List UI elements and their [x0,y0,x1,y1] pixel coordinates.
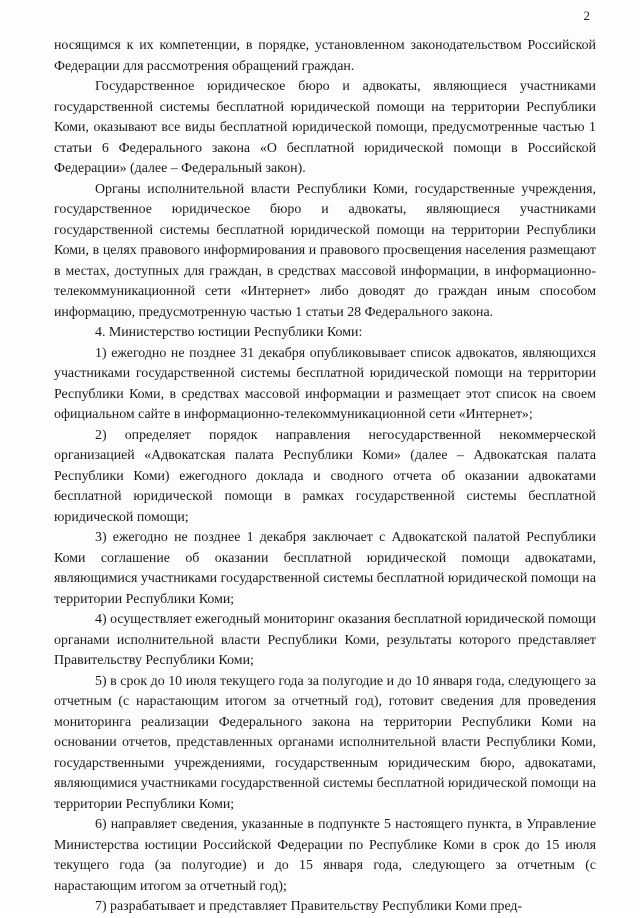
paragraph-item-3: 3) ежегодно не позднее 1 декабря заключает с Адвокатской палатой Республики Коми соглашение об оказании бесплатной юридической помощи адвокатами, являющимися участниками государственной системы бесплатной юридической помощи на территории Республики Коми; [54,530,596,607]
paragraph-item-2: 2) определяет порядок направления негосударственной некоммерческой организацией «Адвокатская палата Республики Коми» (далее – Адвокатская палата Республики Коми) ежегодного доклада и сводного отчета об оказании адвокатами бесплатной юридической помощи в рамках государственной системы бесплатной юридической помощи; [54,427,596,525]
paragraph-item-7: 7) разрабатывает и представляет Правительству Республики Коми пред- [95,899,523,914]
paragraph-item-6: 6) направляет сведения, указанные в подпункте 5 настоящего пункта, в Управление Министерства юстиции Российской Федерации по Республике Коми в срок до 15 июля текущего года (за полугодие) и до 15 января года, следующего за отчетным (с нарастающим итогом за отчетный год); [54,817,596,894]
document-body [54,36,596,918]
paragraph-legal-bureau: Государственное юридическое бюро и адвокаты, являющиеся участниками государственной системы бесплатной юридической помощи на территории Республики Коми, оказывают все виды бесплатной юридической помощи, предусмотренные частью 1 статьи 6 Федерального закона «О бесплатной юридической помощи в Российской Федерации» (далее – Федеральный закон). [54,79,596,176]
paragraph-ministry-heading: 4. Министерство юстиции Республики Коми: [95,325,363,340]
page-number: 2 [583,8,590,23]
paragraph-item-4: 4) осуществляет ежегодный мониторинг оказания бесплатной юридической помощи органами исполнительной власти Республики Коми, результаты которого представляет Правительству Республики Коми; [54,612,596,668]
paragraph-continuation: носящимся к их компетенции, в порядке, установленном законодательством Российской Федерации для рассмотрения обращений граждан. [54,38,596,74]
paragraph-item-1: 1) ежегодно не позднее 31 декабря опубликовывает список адвокатов, являющихся участниками государственной системы бесплатной юридической помощи на территории Республики Коми, в средствах массовой информации и размещает этот список на своем официальном сайте в информационно-телекоммуникационной сети «Интернет»; [54,345,596,422]
paragraph-item-5: 5) в срок до 10 июля текущего года за полугодие и до 10 января года, следующего за отчетным (с нарастающим итогом за отчетный год), готовит сведения для проведения мониторинга реализации Федерального закона на территории Республики Коми на основании отчетов, представленных органами исполнительной власти Республики Коми, государственными учреждениями, государственным юридическим бюро, адвокатами, являющимися участниками государственной системы бесплатной юридической помощи на территории Республики Коми; [54,673,596,812]
paragraph-executive-bodies: Органы исполнительной власти Республики Коми, государственные учреждения, государственное юридическое бюро и адвокаты, являющиеся участниками государственной системы бесплатной юридической помощи на территории Республики Коми, в целях правового информирования и правового просвещения населения размещают в местах, доступных для граждан, в средствах массовой информации, в информационно-телекоммуникационной сети «Интернет» либо доводят до граждан иным способом информацию, предусмотренную частью 1 статьи 28 Федерального закона. [54,181,596,320]
